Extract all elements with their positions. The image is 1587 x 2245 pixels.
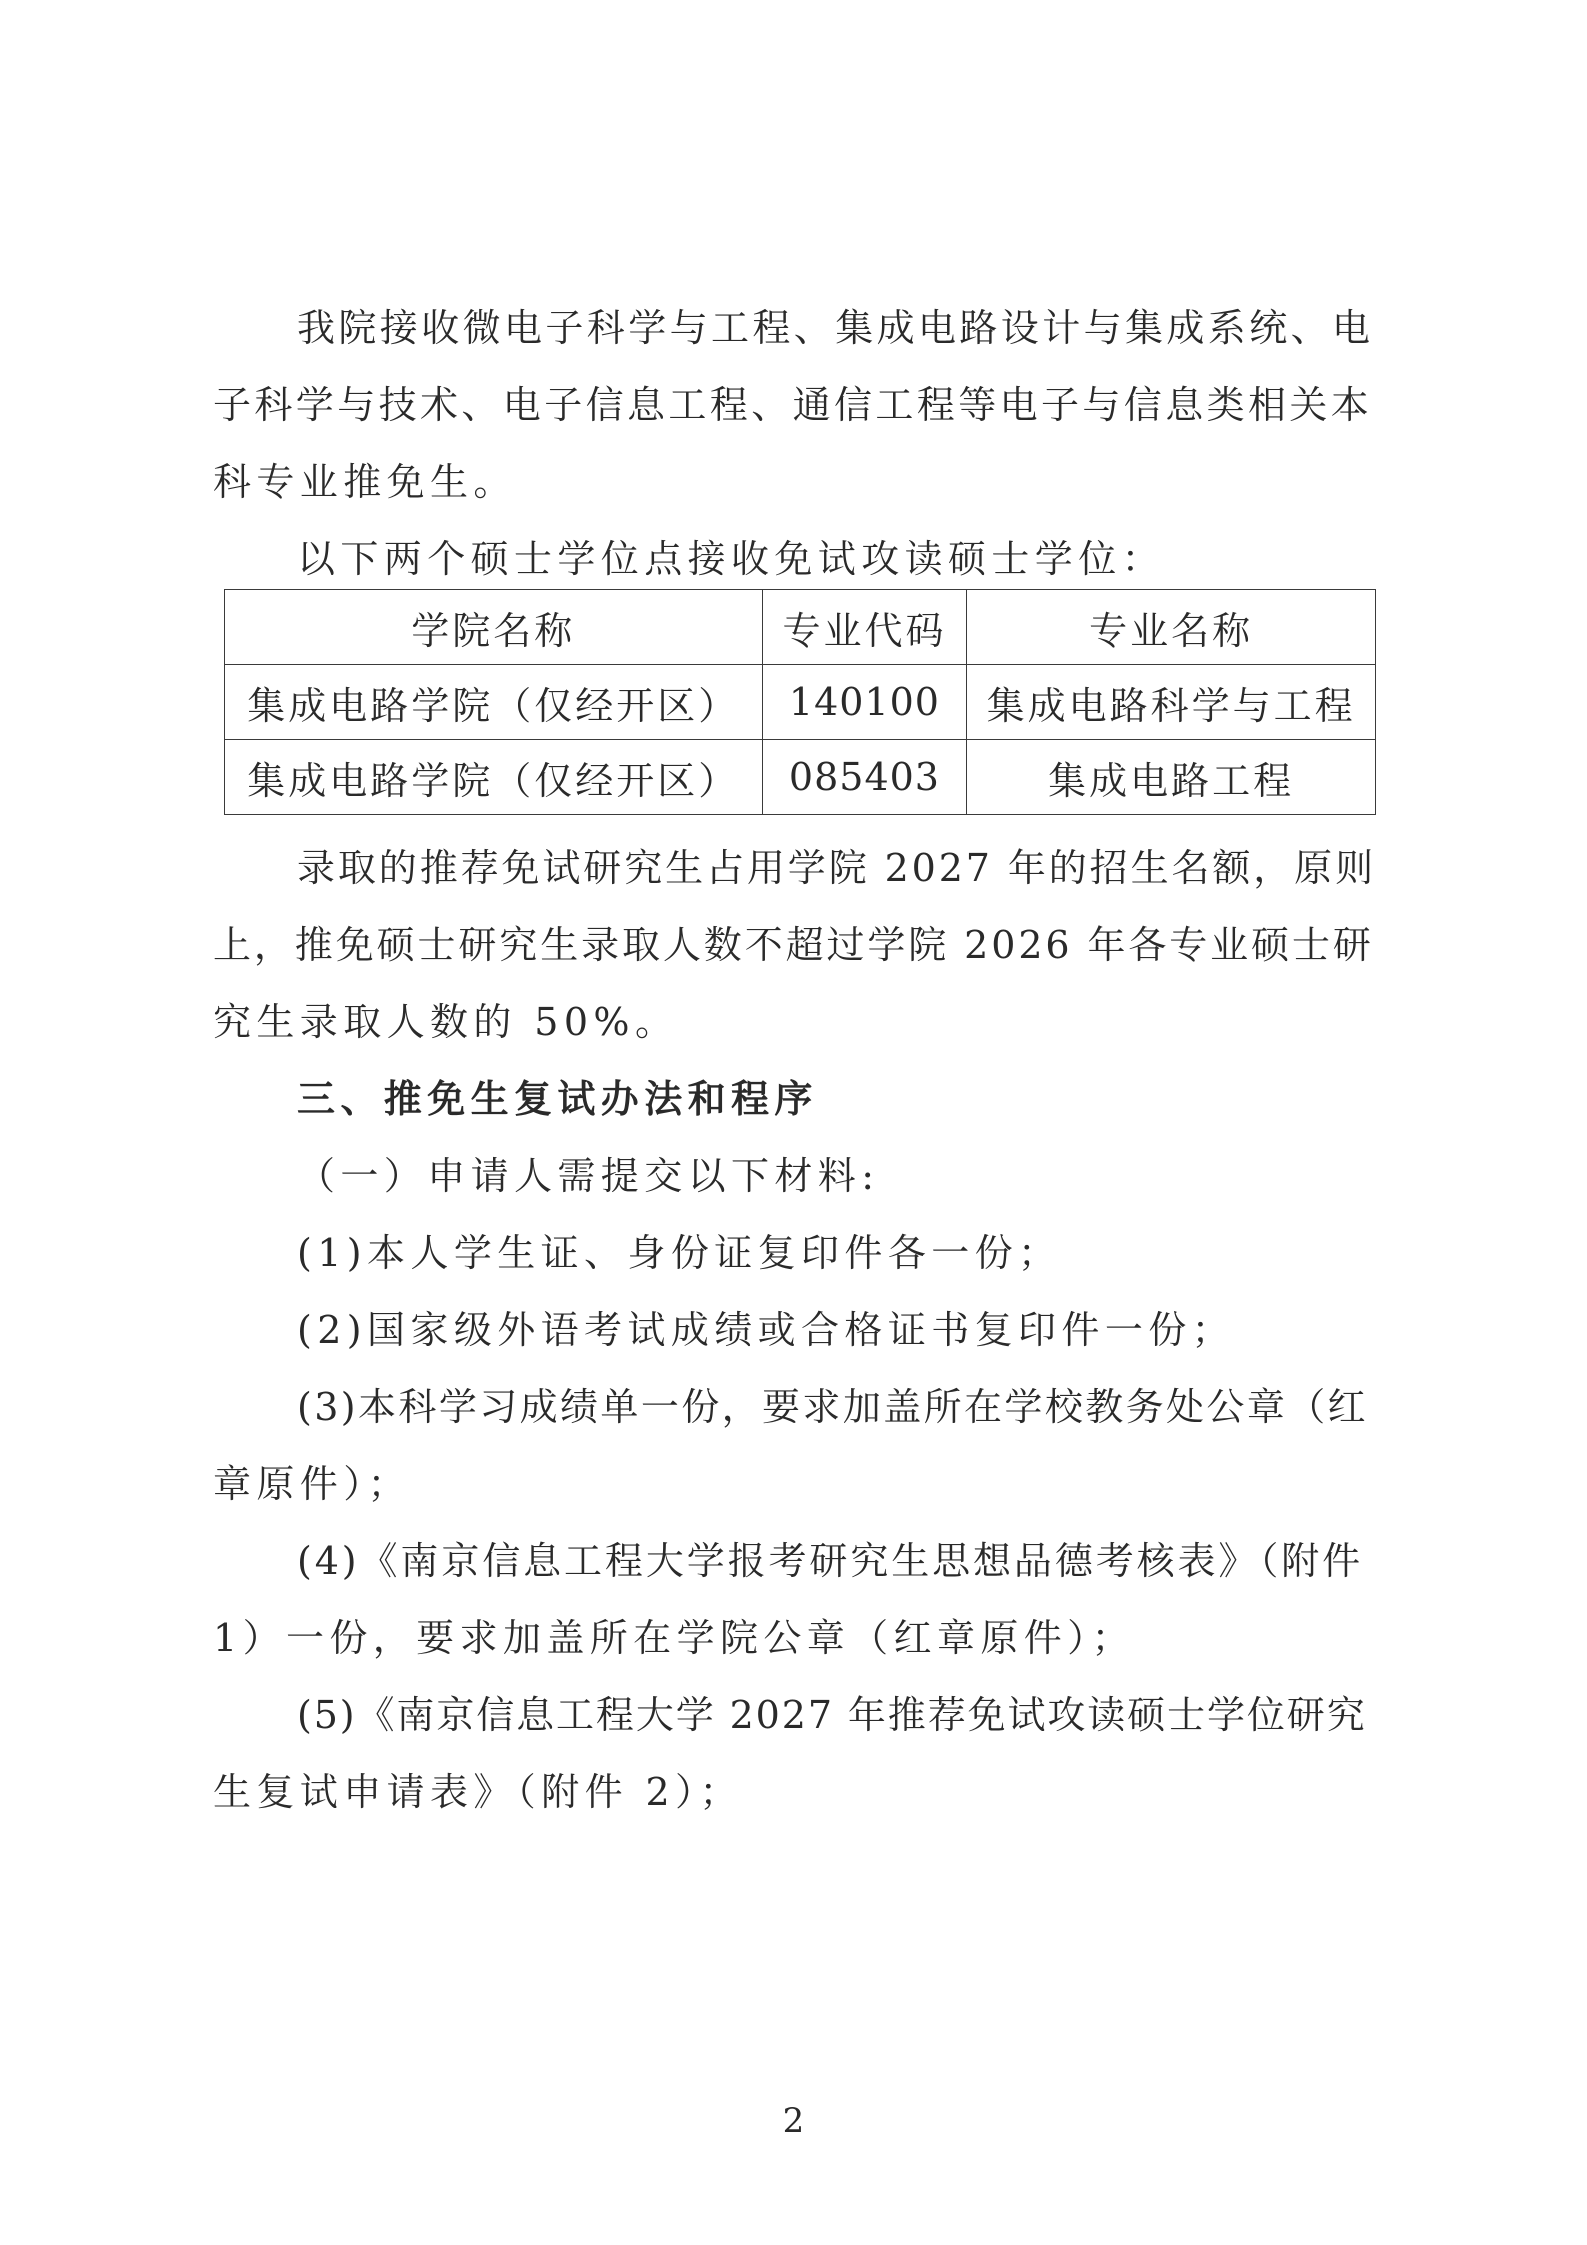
intro-line-2: 子科学与技术、电子信息工程、通信工程等电子与信息类相关本 <box>213 383 1373 427</box>
section-heading: 三、推免生复试办法和程序 <box>297 1076 818 1121</box>
subsection-heading: （一）申请人需提交以下材料: <box>297 1154 880 1198</box>
cell-college-name: 集成电路学院（仅经开区） <box>225 740 763 815</box>
intro-line-3: 科专业推免生。 <box>213 460 517 504</box>
header-major-code: 专业代码 <box>762 590 967 665</box>
cell-major-name: 集成电路科学与工程 <box>967 665 1376 740</box>
list-item-3-line-1: (3)本科学习成绩单一份，要求加盖所在学校教务处公章（红 <box>297 1385 1369 1429</box>
cell-major-name: 集成电路工程 <box>967 740 1376 815</box>
majors-table <box>224 589 1376 815</box>
list-item-4-line-2: 1）一份，要求加盖所在学院公章（红章原件）； <box>213 1616 1135 1660</box>
table-row <box>225 665 1376 740</box>
cell-major-code: 140100 <box>762 665 967 740</box>
intro-line-1: 我院接收微电子科学与工程、集成电路设计与集成系统、电 <box>297 306 1374 350</box>
quota-line-3: 究生录取人数的 50%。 <box>213 1000 679 1044</box>
quota-line-2: 上，推免硕士研究生录取人数不超过学院 2026 年各专业硕士研 <box>213 923 1374 967</box>
table-header-row <box>225 590 1376 665</box>
list-item-5-line-1: (5)《南京信息工程大学 2027 年推荐免试攻读硕士学位研究 <box>297 1693 1367 1737</box>
table-intro: 以下两个硕士学位点接收免试攻读硕士学位： <box>297 537 1166 581</box>
cell-college-name: 集成电路学院（仅经开区） <box>225 665 763 740</box>
list-item-1: (1)本人学生证、身份证复印件各一份； <box>297 1231 1062 1275</box>
table-row <box>225 740 1376 815</box>
header-major-name: 专业名称 <box>967 590 1376 665</box>
cell-major-code: 085403 <box>762 740 967 815</box>
list-item-2: (2)国家级外语考试成绩或合格证书复印件一份； <box>297 1308 1236 1352</box>
header-college-name: 学院名称 <box>225 590 763 665</box>
list-item-3-line-2: 章原件）； <box>213 1462 412 1506</box>
list-item-5-line-2: 生复试申请表》（附件 2）； <box>213 1770 743 1814</box>
page-number: 2 <box>782 2101 805 2141</box>
list-item-4-line-1: (4)《南京信息工程大学报考研究生思想品德考核表》（附件 <box>297 1539 1364 1583</box>
quota-line-1: 录取的推荐免试研究生占用学院 2027 年的招生名额，原则 <box>297 846 1376 890</box>
